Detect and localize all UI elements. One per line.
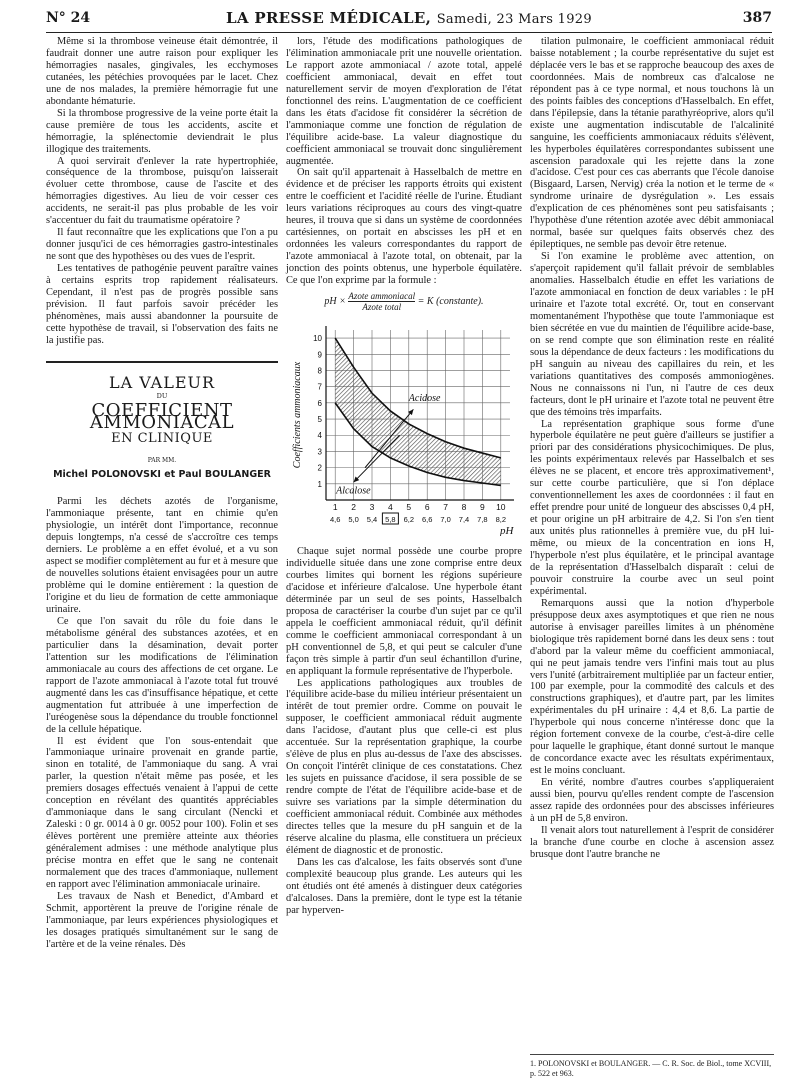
x-tick-label-top: 5 [406, 502, 412, 513]
x-tick-label-bottom: 5,0 [348, 515, 359, 525]
article-title-line2: COEFFICIENT AMMONIACAL [89, 399, 235, 433]
journal-title [46, 9, 772, 27]
x-tick-label-top: 10 [496, 502, 506, 513]
x-tick-label-bottom: 7,0 [440, 515, 451, 525]
article-par: PAR MM. [147, 456, 177, 464]
x-tick-label-bottom: 6,2 [403, 515, 415, 525]
header-rule [46, 32, 772, 33]
x-tick-label-bottom: 6,6 [421, 515, 433, 525]
hasselbalch-chart [286, 316, 522, 536]
article-title-du: DU [156, 391, 168, 400]
journal-name: LA PRESSE MÉDICALE, [226, 9, 432, 27]
x-tick-label-top: 8 [461, 502, 467, 513]
y-tick-label: 4 [317, 431, 322, 441]
paragraph: Il faut reconnaître que les explications que l'on a pu donner jusqu'ici de ces hémorragies gastro-intestinales ne sont que des hypothèses ou des vues de l'esprit. [46, 227, 278, 263]
y-tick-label: 6 [317, 398, 322, 408]
x-tick-label-top: 2 [351, 502, 356, 513]
chart-svg [286, 316, 522, 536]
x-tick-label-bottom: 7,4 [458, 515, 470, 525]
formula-denominator: Azote total [362, 302, 402, 313]
page-number: 387 [742, 10, 772, 26]
issue-date: Samedi, 23 Mars 1929 [436, 12, 592, 27]
article-title-block [46, 372, 278, 481]
paragraph: Les applications pathologiques aux troubles de l'équilibre acide-base du milieu intérieur présentaient un intérêt de tout premier ordre. Comme on pouvait le supposer, le coefficient ammoniacal réduit augmente dans l'acidose, d'autant plus que celle-ci est plus accentuée. Sur la représentation graphique, la courbe s'élève de plus en plus au-dessus de l'axe des abscisses. On conçoit l'intérêt clinique de ces constatations. Chez les sujets en puissance d'acidose, il sera possible de se rendre compte de l'état de l'équilibre acide-base et de suivre ses variations par la simple détermination du coefficient ammoniacal réduit. Combinée aux méthodes directes telles que la mesure du pH sanguin et de la réserve alcaline du plasma, elle constituera un précieux élément de diagnostic et de pronostic. [286, 677, 522, 856]
x-tick-label-top: 6 [424, 502, 430, 513]
y-tick-label: 7 [317, 382, 322, 392]
formula-prefix: pH × [324, 295, 346, 307]
x-tick-label-bottom: 4,6 [329, 515, 341, 525]
formula-numerator: Azote ammoniacal [348, 291, 416, 302]
x-tick-label-top: 9 [480, 502, 485, 513]
y-tick-label: 9 [317, 350, 322, 360]
column-2 [286, 36, 522, 917]
paragraph: tilation pulmonaire, le coefficient ammoniacal réduit baisse notablement ; la courbe représentative du sujet est déplacée vers le bas et se rapproche beaucoup des axes de coordonnées. Mais de nombreux cas d'alcalose ne répondent pas à ce type normal, et nous touchons là un des points faibles des conceptions d'Hasselbalch. En effet, dans l'épilepsie, dans la tétanie parathyréoprive, alors qu'il existe une augmentation indiscutable de l'alcalinité sanguine, les coefficients ammoniacaux réduits s'élèvent, les hyperboles équilatères correspondantes subissent une ascension paradoxale qui les rejette dans la zone d'acidose. C'est pour ces cas aberrants que l'école danoise (Bisgaard, Larsen, Nervig) créa la notion et le terme de « syndrome urinaire de dysrégulation ». Les essais d'explication de ces phénomènes sont peu satisfaisants ; l'hypothèse d'une rétention azotée avec débit ammoniacal normal, basée sur quelques faits observés chez des épileptiques, ne semble pas devoir être retenue. [530, 36, 774, 251]
y-axis-label: Coefficients ammoniacaux [292, 361, 303, 469]
x-tick-label-bottom: 8,2 [495, 515, 507, 525]
paragraph: lors, l'étude des modifications pathologiques de l'élimination ammoniacale prit une nouvelle orientation. Le rapport azote ammoniacal / azote total, appelé coefficient ammoniacal, devait en effet tout naturellement servir de moyen d'exploration de l'état fonctionnel des reins. L'augmentation de ce coefficient dans les états d'acidose fit considérer la sécrétion de l'ammoniaque comme une fonction de régulation de l'équilibre acide-base. La valeur diagnostique du coefficient ammoniacal se trouvait donc singulièrement augmentée. [286, 36, 522, 167]
article-title-line1: LA VALEUR [108, 372, 216, 392]
x-tick-label-top: 1 [332, 502, 338, 513]
paragraph: A quoi servirait d'enlever la rate hypertrophiée, conséquence de la thrombose, puisqu'on laisserait évoluer cette thrombose, cause de l'ascite et des hémorragies digestives. Au lieu de voir cesser ces accidents, ne serait-il pas plus probable de les voir s'accentuer du fait du traumatisme opératoire ? [46, 155, 278, 227]
paragraph: Parmi les déchets azotés de l'organisme, l'ammoniaque présente, tant en chimie qu'en physiologie, un intérêt dont l'importance, reconnue depuis longtemps, n'a cessé de s'accroître ces temps derniers. Le problème a en effet évolué, et a vu son aspect se modifier complètement au fur et à mesure que de nouvelles solutions étaient envisagées pour un autre problème qui le domine entièrement : la question de l'origine et du lieu de formation de cette ammoniaque urinaire. [46, 496, 278, 616]
x-axis-label: pH [500, 525, 514, 537]
paragraph: Il venait alors tout naturellement à l'esprit de considérer la branche d'une courbe en cloche à ascension assez brusque dont l'autre branche ne [530, 824, 774, 860]
normal-zone-band [335, 338, 501, 485]
series-label-acidose: Acidose [408, 393, 441, 405]
x-tick-label-bottom: 5,4 [366, 515, 378, 525]
y-tick-label: 8 [317, 366, 322, 376]
formula [286, 291, 522, 312]
formula-suffix: = K (constante). [417, 295, 484, 307]
x-tick-label-top: 7 [443, 502, 448, 513]
x-tick-label-top: 3 [369, 502, 375, 513]
column-1 [46, 36, 278, 951]
page-header [46, 4, 772, 30]
article-divider [46, 361, 278, 363]
paragraph: Si la thrombose progressive de la veine porte était la cause première de tous les accidents, ascite et hémorragie, la splénectomie deviendrait le plus illogique des traitements. [46, 107, 278, 155]
x-tick-label-bottom: 7,8 [477, 515, 488, 525]
paragraph: Ce que l'on savait du rôle du foie dans le métabolisme général des substances azotées, et en particulier dans la désamination, devait porter l'attention sur les modifications de l'élimination ammoniacale au cours des affections de cet organe. Le rapport de l'azote ammoniacal à l'azote total fut trouvé augmenté dans les cas d'insuffisance hépatique, et cette augmentation fut attribuée à une imperfection de l'uréogenèse sous la dépendance du trouble fonctionnel de la cellule hépatique. [46, 615, 278, 735]
y-tick-label: 5 [317, 415, 322, 425]
paragraph: Remarquons aussi que la notion d'hyperbole présuppose deux axes asymptotiques et que rien ne nous autorise à envisager pareilles limites à un phénomène biologique très rapidement borné dans les deux sens : tout d'abord par la valeur même du coefficient ammoniacal, qui ne peut jamais tendre vers l'infini mais tout au plus vers l'unité (arbitrairement multipliée par un facteur entier, 100 par exemple, pour la commodité des calculs et des constructions graphiques), et d'autre part, par les limites expérimentales du pH urinaire : 4,4 et 8,6. La partie de l'hyperbole qui nous concerne n'intéresse donc que la région fortement convexe de la courbe, c'est-à-dire celle pour laquelle le graphique, étant donné surtout le manque de concordance exacte avec les résultats expérimentaux, est le moins concluant. [530, 597, 774, 777]
article-title-line3: EN CLINIQUE [111, 430, 213, 446]
y-tick-label: 2 [317, 463, 322, 473]
paragraph: Dans les cas d'alcalose, les faits observés sont d'une complexité beaucoup plus grande. Les auteurs qui les ont étudiés ont été amenés à distinguer deux catégories d'alcaloses. Dans la première, dont le type est la tétanie par hyperven- [286, 856, 522, 916]
paragraph: On sait qu'il appartenait à Hasselbalch de mettre en évidence et de préciser les rapports étroits qui existent entre le coefficient et l'acidité réelle de l'urine. Étudiant leurs variations réciproques au cours des vingt-quatre heures, il trouva que si dans un système de coordonnées cartésiennes, on portait en abscisses les pH et en ordonnées les valeurs correspondantes du rapport de l'azote ammoniacal à l'azote total, on obtenait, par la jonction des points obtenus, une hyperbole équilatère. Ce que l'on exprime par la formule : [286, 167, 522, 287]
x-tick-label-top: 4 [388, 502, 393, 513]
paragraph: Même si la thrombose veineuse était démontrée, il faudrait donner une autre raison pour expliquer les hémorragies nasales, gingivales, les ecchymoses cutanées, les pétéchies provoquées par le lacet. Chez une de nos malades, la première hémorragie fut une abondante hématurie. [46, 36, 278, 107]
y-tick-label: 1 [317, 479, 322, 489]
y-tick-label: 10 [313, 334, 322, 344]
y-tick-label: 3 [317, 447, 322, 457]
article-authors: Michel POLONOVSKI et Paul BOULANGER [53, 468, 271, 480]
paragraph: La représentation graphique sous forme d'une hyperbole équilatère ne peut guère d'ailleurs se justifier a priori par des considérations physicochimiques. De plus, les points expérimentaux relevés par Hasselbalch et ses élèves ne se placent, et encore très approximativement¹, sur cette courbe particulière, que si l'on déplace conventionnellement les axes de coordonnées : il faut en effet prendre pour unité de longueur des abscisses 0,4 pH, et pour origine un pH arbitraire de 4,2. Si l'on s'en tient aux unités plus rationnelles à première vue, du pH lui-même, ou mieux de la concentration en ions H, l'hyperbole n'est plus équilatère, et le principal avantage de la représentation d'Hasselbalch disparaît : celui de pouvoir construire la courbe avec un seul point expérimental. [530, 418, 774, 597]
column-3 [530, 36, 774, 861]
issue-number: N° 24 [46, 10, 91, 26]
paragraph: Les travaux de Nash et Benedict, d'Ambard et Schmit, apportèrent la preuve de l'origine rénale de l'ammoniaque, par leurs expériences physiologiques et les dosages pratiqués simultanément sur le sang de l'artère et de la veine rénales. Dès [46, 890, 278, 950]
paragraph: Les tentatives de pathogénie peuvent paraître vaines à certains esprits trop rapidement réalisateurs. Cependant, il n'est pas de progrès possible sans prévision. Il faut parfois savoir précéder les phénomènes, mais aussi abandonner la poursuite de cette hypothèse de travail, si l'observation des faits ne la justifie pas. [46, 263, 278, 346]
paragraph: Chaque sujet normal possède une courbe propre individuelle située dans une zone comprise entre deux courbes limites qui bornent les régions supérieure d'acidose et inférieure d'alcalose. Une hyperbole étant déterminée par un seul de ses points, Hasselbalch proposa de caractériser la courbe d'un sujet par ce qu'il appela le coefficient ammoniacal réduit, qu'il définit comme le coefficient ammoniacal correspondant à un pH conventionnel de 5,8, et qui peut se calculer d'une façon très simple à partir d'un seul échantillon d'urine, en appliquant la formule représentative de l'hyperbole. [286, 546, 522, 677]
paragraph: Il est évident que l'on sous-entendait que l'ammoniaque urinaire provenait en grande partie, sinon en totalité, de l'ammoniaque du sang. A vrai parler, la question n'était même pas posée, et les premiers dosages effectués venaient à l'appui de cette conception en révélant des quantités appréciables d'ammoniaque dans le sang circulant (Nencki et Zaleski : 0 gr. 0014 à 0 gr. 0052 pour 100). Folin et ses élèves portèrent une première atteinte aux théories généralement admises : une méthode analytique plus précise montra en effet que le sang ne contenait normalement que des traces d'ammoniaque, nullement en rapport avec l'élimination ammoniacale urinaire. [46, 735, 278, 890]
footnote: 1. POLONOVSKI et BOULANGER. — C. R. Soc. de Biol., tome XCVIII, p. 522 et 963. [530, 1054, 774, 1078]
x-tick-label-bottom: 5,8 [385, 515, 396, 525]
series-label-alcalose: Alcalose [336, 485, 371, 497]
paragraph: En vérité, nombre d'autres courbes s'appliqueraient aussi bien, pourvu qu'elles rendent compte de l'ascension assez rapide des ordonnées pour des abscisses inférieures à un pH de 5,8 environ. [530, 777, 774, 824]
paragraph: Si l'on examine le problème avec attention, on s'aperçoit rapidement qu'il fallait prévoir de semblables anomalies. Hasselbalch étudie en effet les variations de l'azote ammoniacal en fonction de deux variables : le pH urinaire et l'azote total excrété. Or, tout en conservant momentanément l'hypothèse que toute l'ammoniaque est bien sécrétée en vue du maintien de l'équilibre acide-base, on se rend compte que son élimination reste en réalité sous la dépendance de deux facteurs : les modifications du pH sanguin au niveau des capillaires du rein, et les variations quantitatives des composés ammoniogènes. Nous ne connaissons ni l'un, ni l'autre de ces deux facteurs, dont le pH urinaire et l'azote total ne peuvent être que des témoins très imparfaits. [530, 251, 774, 418]
